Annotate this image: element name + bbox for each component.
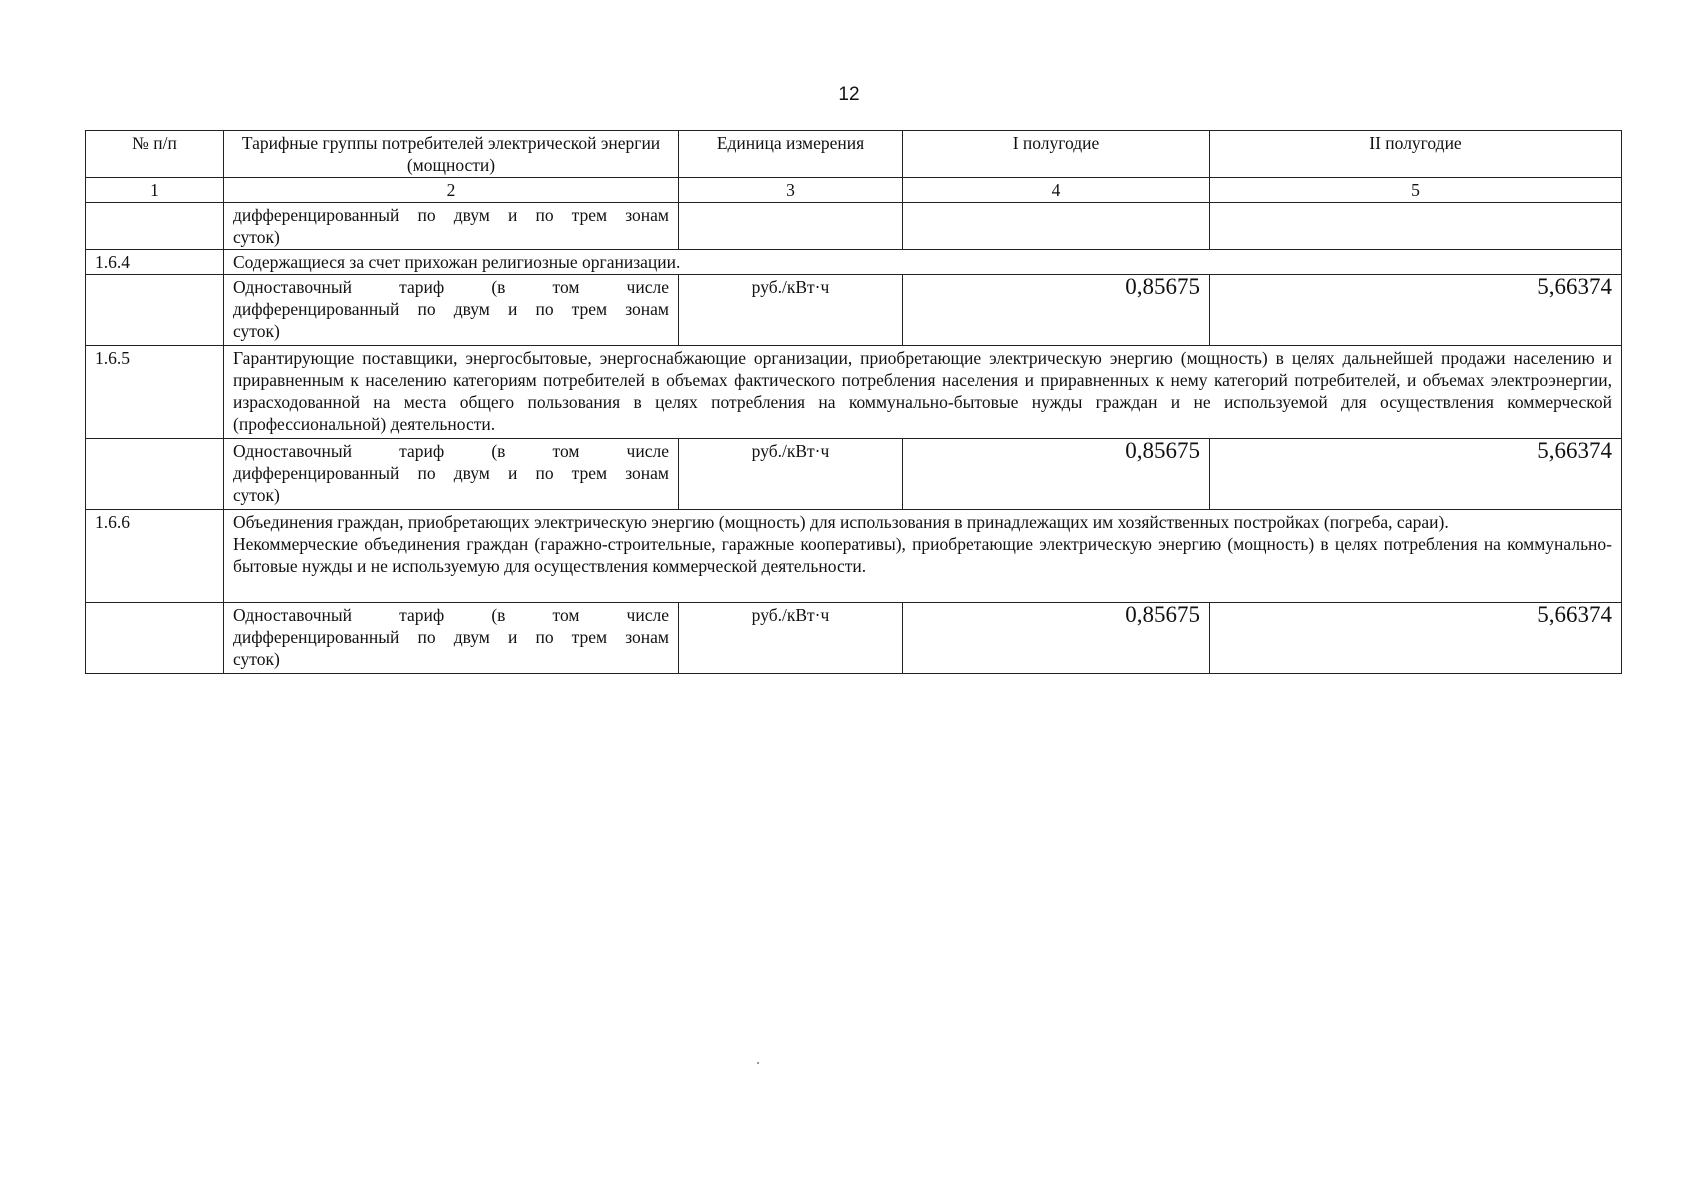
- tariff-description: [224, 203, 679, 250]
- tariff-description: [224, 603, 679, 674]
- description-line: Одноставочный тариф (в том числе: [233, 605, 669, 625]
- index-cell: [86, 275, 224, 346]
- scan-speck: [757, 1062, 759, 1064]
- section-row-1-6-4: [86, 250, 1622, 275]
- description-line: Одноставочный тариф (в том числе: [233, 277, 669, 297]
- second-half-value: 5,66374: [1210, 439, 1622, 510]
- tariff-description: [224, 275, 679, 346]
- index-cell: [86, 603, 224, 674]
- page-number: 12: [838, 84, 860, 105]
- description-line: суток): [233, 321, 280, 341]
- column-number: 2: [224, 178, 679, 203]
- second-half-value: 5,66374: [1210, 603, 1622, 674]
- tariff-table: [85, 130, 1622, 674]
- tariff-description: [224, 439, 679, 510]
- tariff-row: [86, 275, 1622, 346]
- description-line: суток): [233, 485, 280, 505]
- description-line: суток): [233, 649, 280, 669]
- column-number-row: [86, 178, 1622, 203]
- unit-cell: руб./кВт·ч: [679, 275, 903, 346]
- description-line: дифференцированный по двум и по трем зонам: [233, 627, 669, 647]
- section-paragraph: Некоммерческие объединения граждан (гаражно-строительные, гаражные кооперативы), приобретающие электрическую энергию (мощность) в целях потребления на коммунально-бытовые нужды и не используемую для осуществления коммерческой деятельности.: [233, 534, 1612, 576]
- first-half-value: 0,85675: [903, 603, 1210, 674]
- section-row-1-6-6: [86, 510, 1622, 603]
- description-line: суток): [233, 227, 280, 247]
- description-line: дифференцированный по двум и по трем зонам: [233, 205, 669, 225]
- description-line: дифференцированный по двум и по трем зонам: [233, 463, 669, 483]
- column-number: 1: [86, 178, 224, 203]
- section-title: Гарантирующие поставщики, энергосбытовые, энергоснабжающие организации, приобретающие электрическую энергию (мощность) в целях дальнейшей продажи населению и приравненным к населению категориям потребителей в объемах фактического потребления населения и приравненных к нему категорий потребителей, и объемах электроэнергии, израсходованной на места общего пользования в целях потребления на коммунально-бытовые нужды граждан и не используемой для осуществления коммерческой (профессиональной) деятельности.: [224, 346, 1622, 439]
- column-number: 5: [1210, 178, 1622, 203]
- index-cell: [86, 203, 224, 250]
- second-half-value: 5,66374: [1210, 275, 1622, 346]
- continuation-row: [86, 203, 1622, 250]
- section-paragraph: Объединения граждан, приобретающих электрическую энергию (мощность) для использования в принадлежащих им хозяйственных постройках (погреба, сараи).: [233, 512, 1449, 532]
- first-half-value: [903, 203, 1210, 250]
- unit-cell: руб./кВт·ч: [679, 603, 903, 674]
- description-line: Одноставочный тариф (в том числе: [233, 441, 669, 461]
- section-index: 1.6.5: [86, 346, 224, 439]
- index-cell: [86, 439, 224, 510]
- header-number: № п/п: [86, 131, 224, 178]
- header-unit: Единица измерения: [679, 131, 903, 178]
- section-index: 1.6.4: [86, 250, 224, 275]
- header-first-half: I полугодие: [903, 131, 1210, 178]
- unit-cell: [679, 203, 903, 250]
- column-number: 3: [679, 178, 903, 203]
- tariff-row: [86, 603, 1622, 674]
- header-tariff-group: Тарифные группы потребителей электрической энергии (мощности): [224, 131, 679, 178]
- header-second-half: II полугодие: [1210, 131, 1622, 178]
- column-number: 4: [903, 178, 1210, 203]
- section-row-1-6-5: [86, 346, 1622, 439]
- description-line: дифференцированный по двум и по трем зонам: [233, 299, 669, 319]
- first-half-value: 0,85675: [903, 275, 1210, 346]
- tariff-row: [86, 439, 1622, 510]
- first-half-value: 0,85675: [903, 439, 1210, 510]
- unit-cell: руб./кВт·ч: [679, 439, 903, 510]
- section-index: 1.6.6: [86, 510, 224, 603]
- section-title: Содержащиеся за счет прихожан религиозные организации.: [224, 250, 1622, 275]
- header-row: [86, 131, 1622, 178]
- section-title: [224, 510, 1622, 603]
- second-half-value: [1210, 203, 1622, 250]
